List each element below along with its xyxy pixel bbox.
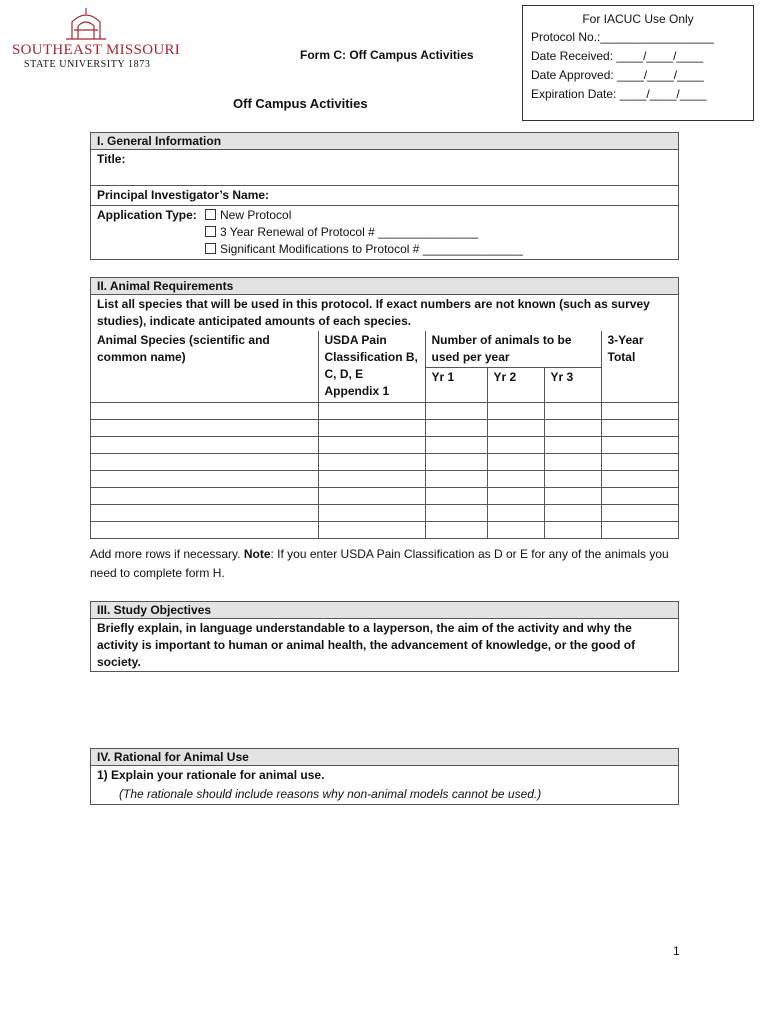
section-heading: I. General Information: [91, 133, 678, 150]
table-row: [91, 488, 678, 505]
option-new-protocol[interactable]: New Protocol: [205, 207, 672, 224]
table-row: [91, 454, 678, 471]
table-row: [91, 420, 678, 437]
rationale-question[interactable]: 1) Explain your rationale for animal use.: [97, 768, 325, 782]
logo-line-2: STATE UNIVERSITY 1873: [24, 59, 151, 70]
page-number: 1: [673, 944, 680, 958]
option-renewal[interactable]: 3 Year Renewal of Protocol # _______________: [205, 224, 672, 241]
date-approved-field[interactable]: Date Approved: ____/____/____: [531, 68, 704, 82]
rational-animal-use-section: [90, 748, 679, 805]
animal-requirements-section: [90, 277, 679, 539]
iacuc-header: For IACUC Use Only: [582, 12, 694, 26]
col-usda-header: USDA Pain Classification B, C, D, E Appendix 1: [318, 331, 425, 403]
logo-line-1: SOUTHEAST MISSOURI: [12, 42, 181, 58]
protocol-no-field[interactable]: Protocol No.:_________________: [531, 30, 714, 44]
col-yr1-header: Yr 1: [425, 368, 487, 403]
university-logo: [8, 6, 181, 70]
university-seal-icon: [8, 6, 168, 46]
section-heading: III. Study Objectives: [91, 602, 678, 619]
application-type-field: [91, 205, 678, 259]
rationale-hint: (The rationale should include reasons why non-animal models cannot be used.): [119, 787, 542, 801]
title-label: Title:: [97, 152, 126, 166]
date-received-field[interactable]: Date Received: ____/____/____: [531, 49, 704, 63]
checkbox-icon[interactable]: [205, 243, 216, 254]
col-yr2-header: Yr 2: [487, 368, 544, 403]
title-field[interactable]: [91, 150, 678, 185]
table-row: [91, 437, 678, 454]
add-rows-note: Add more rows if necessary. Note: If you enter USDA Pain Classification as D or E for any of the animals you need to complete form H.: [90, 547, 669, 580]
checkbox-icon[interactable]: [205, 226, 216, 237]
table-row: [91, 522, 678, 539]
col-species-header: Animal Species (scientific and common name): [91, 331, 318, 403]
general-information-section: [90, 132, 679, 260]
application-type-label: Application Type:: [97, 208, 197, 222]
page-heading: Off Campus Activities: [233, 96, 368, 111]
section-heading: IV. Rational for Animal Use: [91, 749, 678, 766]
col-number-header: Number of animals to be used per year: [425, 331, 601, 368]
animal-instructions: List all species that will be used in this protocol. If exact numbers are not known (such as survey studies), indicate anticipated amounts of each species.: [97, 297, 650, 328]
checkbox-icon[interactable]: [205, 209, 216, 220]
objectives-instructions[interactable]: Briefly explain, in language understandable to a layperson, the aim of the activity and why the activity is important to human or animal health, the advancement of knowledge, or the good of society.: [97, 621, 636, 669]
iacuc-use-box: [522, 5, 754, 121]
col-yr3-header: Yr 3: [544, 368, 601, 403]
expiration-date-field[interactable]: Expiration Date: ____/____/____: [531, 87, 707, 101]
table-row: [91, 403, 678, 420]
table-row: [91, 471, 678, 488]
pi-name-label: Principal Investigator’s Name:: [97, 188, 270, 202]
study-objectives-section: [90, 601, 679, 672]
option-modification[interactable]: Significant Modifications to Protocol # _______________: [205, 241, 672, 258]
section-heading: II. Animal Requirements: [91, 278, 678, 295]
table-row: [91, 505, 678, 522]
animal-table: [91, 331, 678, 538]
form-title: Form C: Off Campus Activities: [300, 48, 474, 62]
col-total-header: 3-Year Total: [601, 331, 678, 403]
pi-name-field[interactable]: [91, 185, 678, 205]
